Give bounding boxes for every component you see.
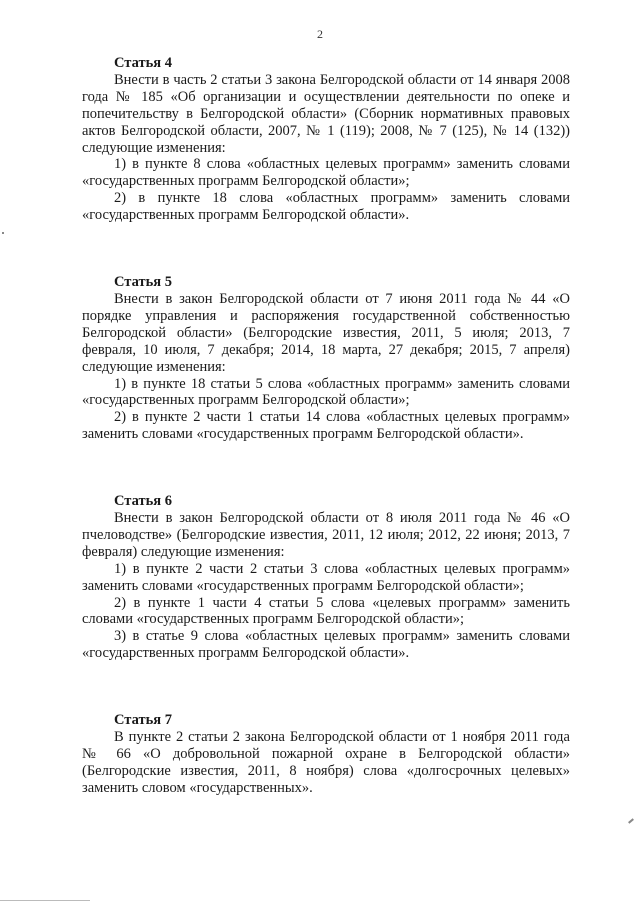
page-number: 2 (317, 27, 323, 41)
list-item: 1) в пункте 2 части 2 статьи 3 слова «областных целевых программ» заменить словами «государственных программ Белгородской области»; (82, 560, 570, 594)
article-7 (82, 712, 570, 797)
list-item: 2) в пункте 18 слова «областных программ» заменить словами «государственных программ Белгородской области». (82, 190, 570, 224)
list-item: 2) в пункте 1 части 4 статьи 5 слова «целевых программ» заменить словами «государственных программ Белгородской области»; (82, 594, 570, 628)
article-intro: Внести в закон Белгородской области от 7 июня 2011 года № 44 «О порядке управления и распоряжения государственной собственностью Белгородской области» (Белгородские известия, 2011, 5 июля; 2013, 7 февраля, 10 июля, 7 декабря; 2014, 18 марта, 27 декабря; 2015, 7 апреля) следующие изменения: (82, 290, 570, 375)
list-item: 3) в статье 9 слова «областных целевых программ» заменить словами «государственных программ Белгородской области». (82, 628, 570, 662)
article-intro: Внести в закон Белгородской области от 8 июля 2011 года № 46 «О пчеловодстве» (Белгородские известия, 2011, 12 июля; 2012, 22 июня; 2013, 7 февраля) следующие изменения: (82, 510, 570, 560)
scan-artifact (628, 818, 634, 823)
scan-artifact (2, 232, 4, 234)
article-4 (82, 55, 570, 224)
section-spacer (82, 224, 570, 274)
article-intro: Внести в часть 2 статьи 3 закона Белгородской области от 14 января 2008 года № 185 «Об организации и осуществлении деятельности по опеке и попечительству в Белгородской области» (Сборник нормативных правовых актов Белгородской области, 2007, № 1 (119); 2008, № 7 (125), № 14 (132)) следующие изменения: (82, 71, 570, 156)
list-item: 2) в пункте 2 части 1 статьи 14 слова «областных целевых программ» заменить словами «государственных программ Белгородской области». (82, 409, 570, 443)
article-intro: В пункте 2 статьи 2 закона Белгородской области от 1 ноября 2011 года № 66 «О добровольной пожарной охране в Белгородской области» (Белгородские известия, 2011, 8 ноября) слова «долгосрочных целевых» заменить словом «государственных». (82, 729, 570, 796)
article-heading: Статья 6 (114, 493, 172, 510)
article-heading: Статья 5 (114, 274, 172, 291)
article-heading: Статья 7 (114, 712, 172, 729)
article-5 (82, 274, 570, 443)
section-spacer (82, 443, 570, 493)
scan-artifact (0, 900, 90, 901)
list-item: 1) в пункте 8 слова «областных целевых программ» заменить словами «государственных программ Белгородской области»; (82, 156, 570, 190)
article-6 (82, 493, 570, 662)
article-heading: Статья 4 (114, 55, 172, 71)
list-item: 1) в пункте 18 статьи 5 слова «областных программ» заменить словами «государственных программ Белгородской области»; (82, 375, 570, 409)
section-spacer (82, 662, 570, 712)
document-body (82, 55, 570, 797)
